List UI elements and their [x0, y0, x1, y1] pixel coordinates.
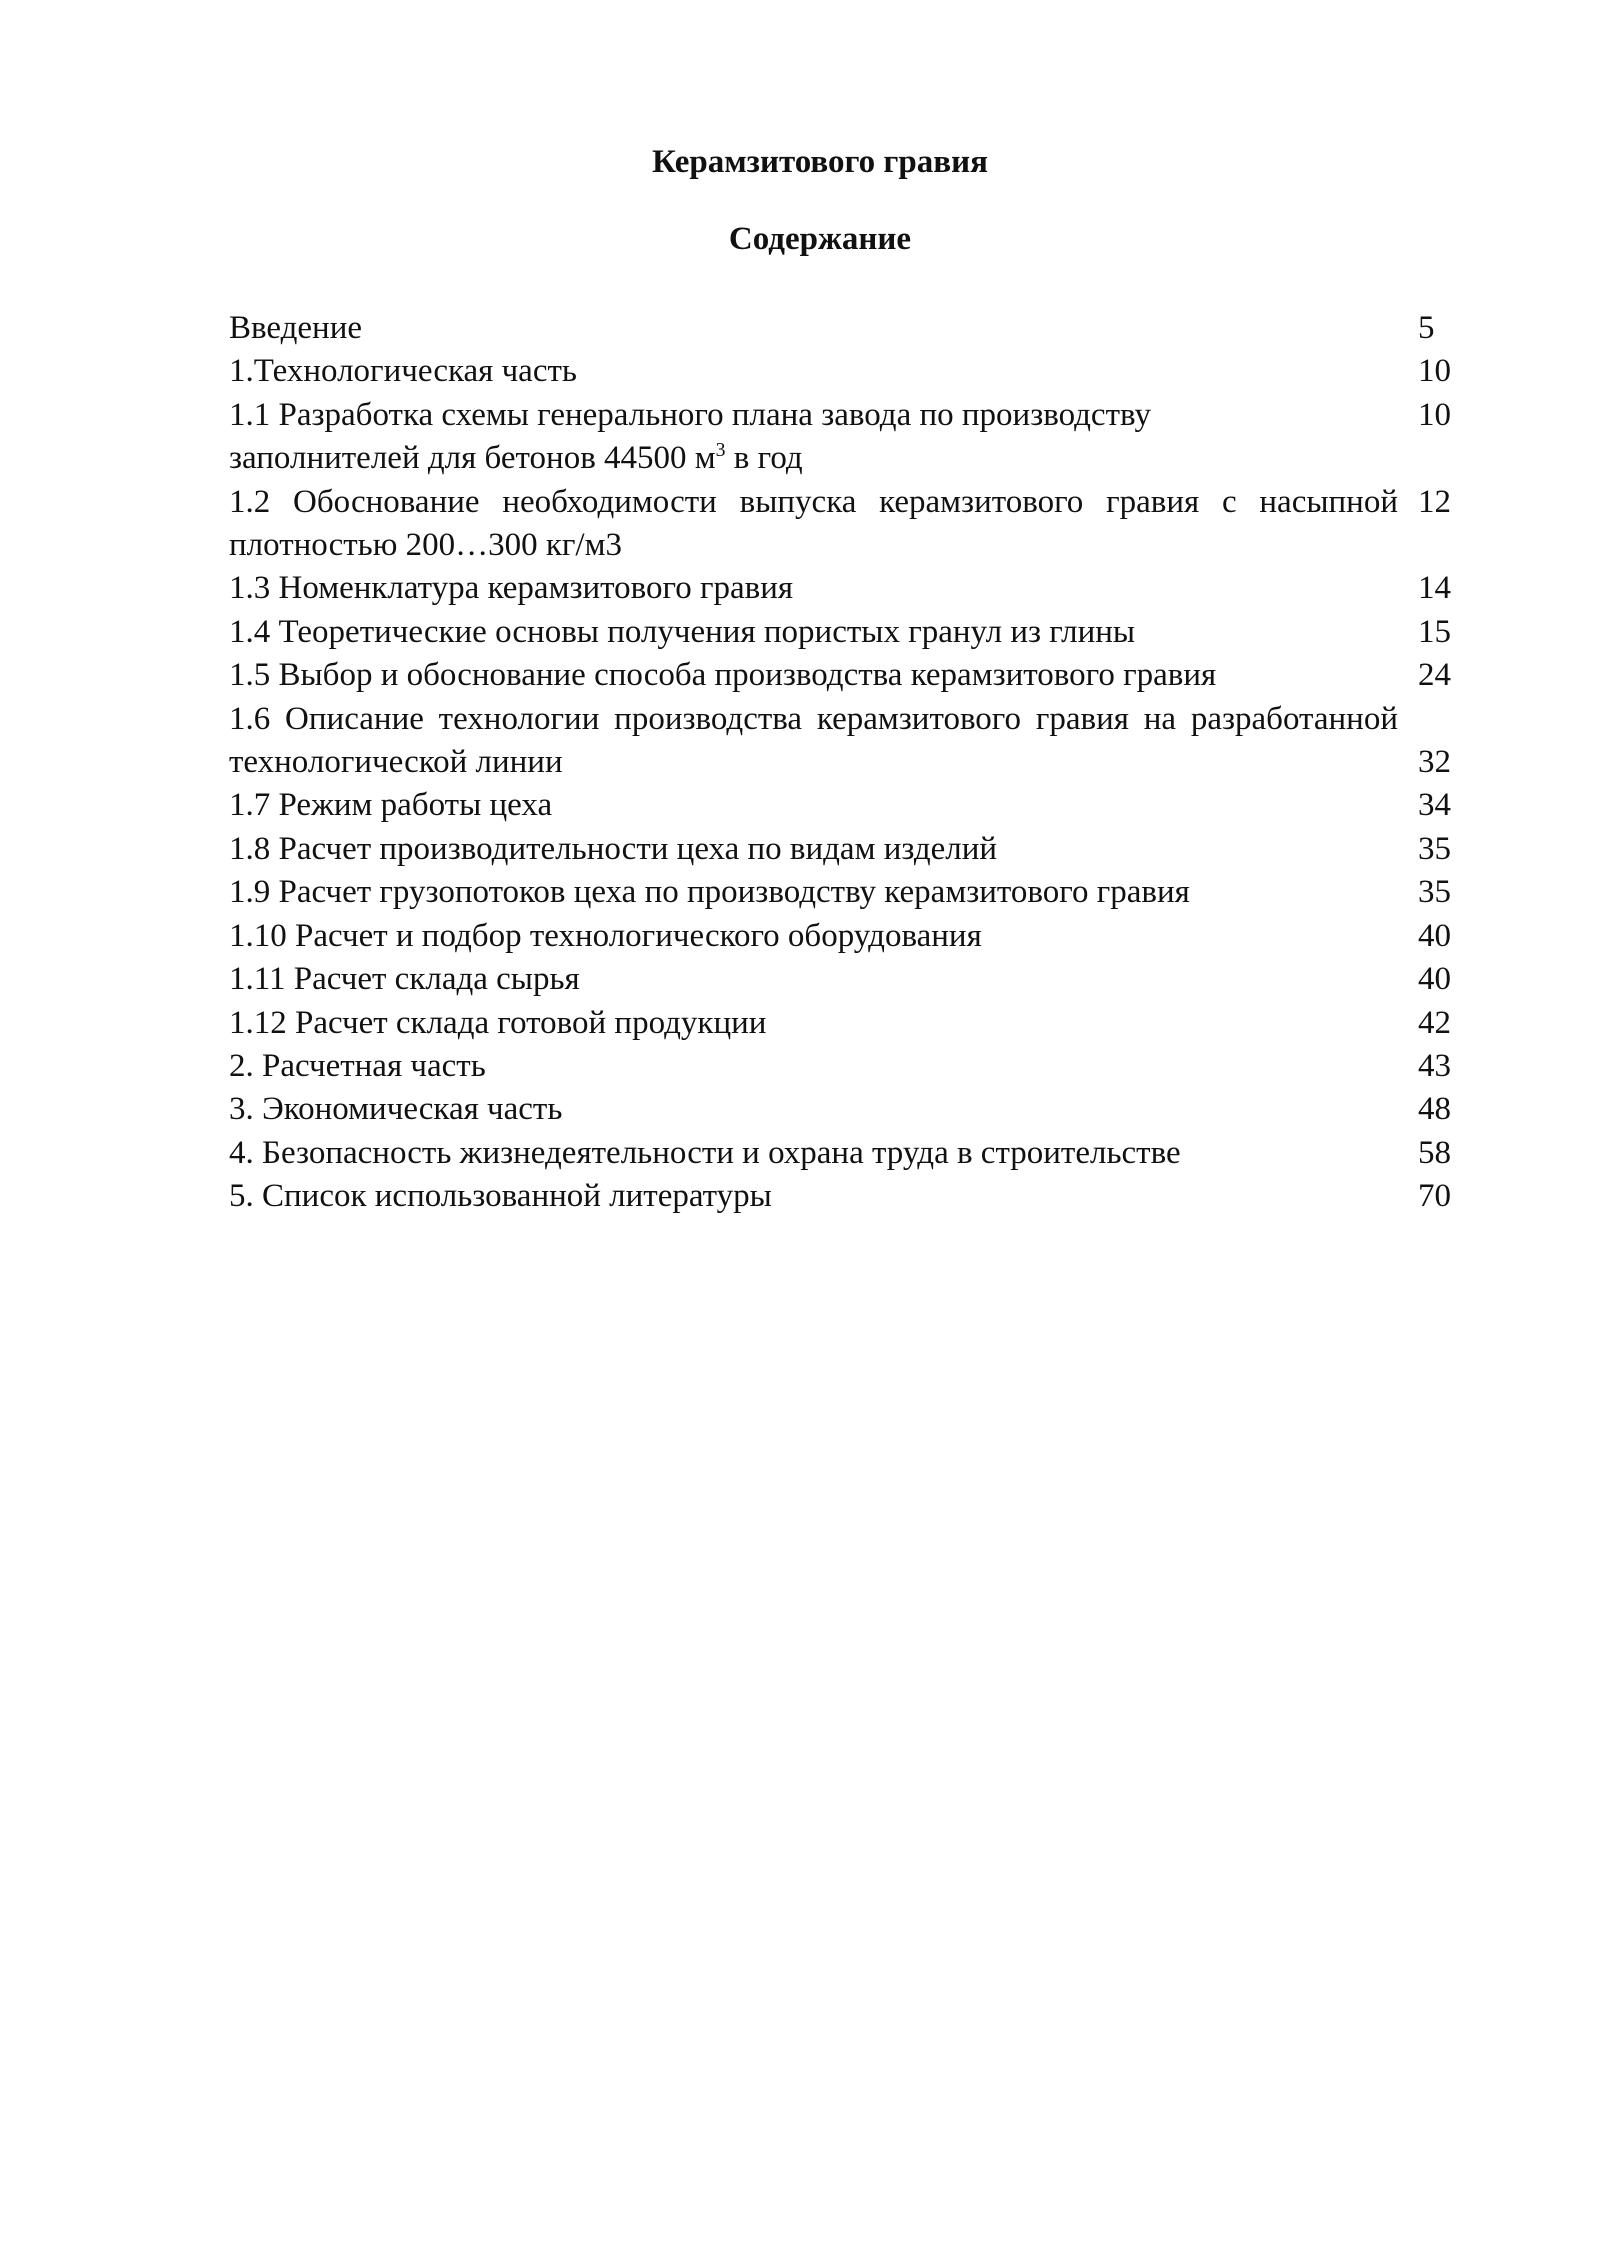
toc-entry: [229, 481, 1469, 568]
toc-entry-page: 15: [1418, 613, 1451, 650]
toc-entry-page: 12: [1418, 483, 1451, 520]
toc-entry-page: 24: [1418, 657, 1451, 694]
toc-entry: [229, 958, 1469, 1001]
toc-entry: [229, 1175, 1469, 1218]
toc-entry-title: 1.10 Расчет и подбор технологического оборудования: [229, 917, 982, 954]
toc-entry-page: 32: [1418, 744, 1451, 781]
toc-entry-title: 5. Список использованной литературы: [229, 1178, 772, 1215]
toc-entry-title: 1.12 Расчет склада готовой продукции: [229, 1004, 767, 1041]
toc-entry: [229, 1088, 1469, 1131]
toc-entry: [229, 1132, 1469, 1175]
toc-entry: [229, 698, 1469, 785]
document-title: Керамзитового гравия: [652, 144, 988, 180]
table-of-contents: [229, 307, 1469, 1219]
toc-entry: [229, 350, 1469, 393]
toc-entry-title-main: 1.1 Разработка схемы генерального плана завода по производству заполнителей для бетонов 44500 м: [229, 396, 1151, 477]
toc-entry-title: 1.3 Номенклатура керамзитового гравия: [229, 570, 794, 607]
toc-heading: Содержание: [728, 221, 912, 257]
toc-entry-title: 2. Расчетная часть: [229, 1047, 486, 1084]
toc-entry-page: 35: [1418, 874, 1451, 911]
toc-entry: [229, 1045, 1469, 1088]
toc-entry-page: 70: [1418, 1178, 1451, 1215]
toc-entry-title: 1.9 Расчет грузопотоков цеха по производству керамзитового гравия: [229, 874, 1190, 911]
toc-entry-page: 43: [1418, 1047, 1451, 1084]
toc-entry-title: Введение: [229, 310, 363, 346]
toc-entry-title: 1.4 Теоретические основы получения пористых гранул из глины: [229, 613, 1136, 650]
toc-entry-title: 1.5 Выбор и обоснование способа производства керамзитового гравия: [229, 657, 1217, 694]
toc-entry-title: 1.7 Режим работы цеха: [229, 787, 553, 824]
toc-entry: [229, 1002, 1469, 1045]
toc-entry-page: 58: [1418, 1134, 1451, 1171]
toc-entry-page: 10: [1418, 396, 1451, 433]
toc-entry: [229, 828, 1469, 871]
toc-entry-title: 1.6 Описание технологии производства керамзитового гравия на разработанной технологической линии: [229, 700, 1398, 781]
superscript-exponent: 3: [715, 439, 726, 462]
toc-entry-page: 34: [1418, 787, 1451, 824]
toc-entry-page: 40: [1418, 917, 1451, 954]
toc-entry: [229, 654, 1469, 697]
toc-entry: [229, 871, 1469, 914]
toc-entry-title: 1.11 Расчет склада сырья: [229, 961, 580, 998]
toc-entry-title: 1.Технологическая часть: [229, 353, 577, 390]
toc-entry-page: 35: [1418, 830, 1451, 867]
toc-entry-page: 42: [1418, 1004, 1451, 1041]
toc-entry: [229, 307, 1469, 350]
toc-entry-title-tail: в год: [725, 440, 803, 477]
toc-entry: [229, 915, 1469, 958]
toc-entry: [229, 567, 1469, 610]
toc-entry-title: 1.2 Обоснование необходимости выпуска керамзитового гравия с насыпной плотностью 200…300 кг/м3: [229, 483, 1398, 564]
toc-entry-title: 3. Экономическая часть: [229, 1091, 563, 1128]
toc-entry-page: 10: [1418, 353, 1451, 390]
toc-entry-page: 48: [1418, 1091, 1451, 1128]
toc-entry: [229, 394, 1469, 481]
toc-entry-page: 14: [1418, 570, 1451, 607]
toc-entry-title: 4. Безопасность жизнедеятельности и охрана труда в строительстве: [229, 1134, 1181, 1171]
toc-entry-page: 40: [1418, 961, 1451, 998]
toc-entry-page: 5: [1418, 310, 1435, 346]
toc-entry: [229, 611, 1469, 654]
toc-entry-title: [229, 394, 1349, 481]
toc-entry: [229, 784, 1469, 827]
toc-entry-title: 1.8 Расчет производительности цеха по видам изделий: [229, 830, 998, 867]
